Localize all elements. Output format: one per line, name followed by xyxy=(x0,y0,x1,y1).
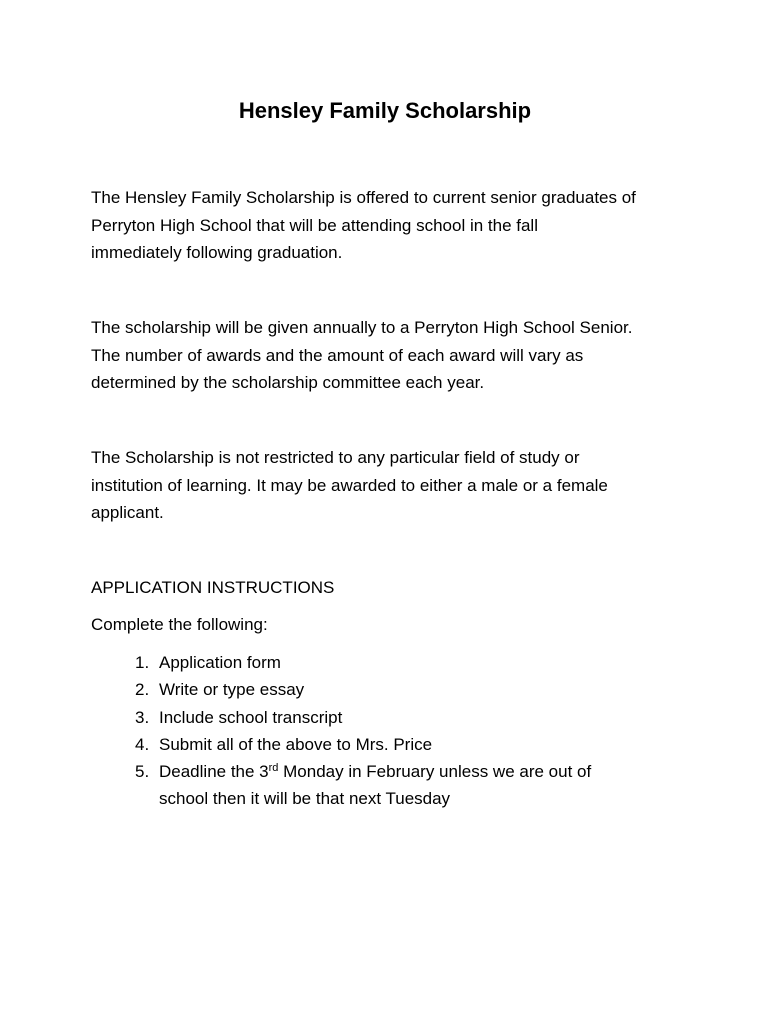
list-item xyxy=(130,704,591,731)
list-item-number: 4. xyxy=(135,734,150,754)
paragraph-line: The Hensley Family Scholarship is offered to current senior graduates of xyxy=(91,188,636,207)
paragraph-restrictions xyxy=(91,444,691,527)
document-title: Hensley Family Scholarship xyxy=(238,98,532,123)
paragraph-eligibility xyxy=(91,184,691,267)
list-item xyxy=(130,758,591,813)
instructions-heading: APPLICATION INSTRUCTIONS xyxy=(91,578,335,597)
list-item-number: 1. xyxy=(135,653,150,672)
list-item-number: 3. xyxy=(135,707,150,727)
ordinal-superscript: rd xyxy=(268,762,279,775)
list-item-text-start: Deadline the 3 xyxy=(159,762,269,782)
paragraph-line: immediately following graduation. xyxy=(91,243,343,262)
paragraph-line: Perryton High School that will be attending school in the fall xyxy=(91,215,538,235)
list-item-text: Application form xyxy=(159,653,281,672)
paragraph-line: institution of learning. It may be awarded to either a male or a female xyxy=(91,475,608,495)
paragraph-line: determined by the scholarship committee each year. xyxy=(91,373,485,392)
list-item-text: Submit all of the above to Mrs. Price xyxy=(159,734,433,754)
instructions-intro: Complete the following: xyxy=(91,615,268,634)
paragraph-line: The Scholarship is not restricted to any particular field of study or xyxy=(91,448,580,467)
list-item xyxy=(130,676,591,703)
list-item-text: Write or type essay xyxy=(159,680,305,700)
instructions-list xyxy=(130,649,591,813)
paragraph-line: The number of awards and the amount of each award will vary as xyxy=(91,345,584,365)
list-item-text-end: Monday in February unless we are out of xyxy=(278,762,592,782)
paragraph-line: applicant. xyxy=(91,503,164,522)
paragraph-awards xyxy=(91,314,691,397)
list-item xyxy=(130,649,591,676)
list-item-continuation: school then it will be that next Tuesday xyxy=(159,789,451,809)
paragraph-line: The scholarship will be given annually to a Perryton High School Senior. xyxy=(91,318,633,337)
list-item xyxy=(130,731,591,758)
list-item-number: 5. xyxy=(135,762,150,782)
list-item-text: Include school transcript xyxy=(159,707,343,727)
list-item-number: 2. xyxy=(135,680,150,700)
